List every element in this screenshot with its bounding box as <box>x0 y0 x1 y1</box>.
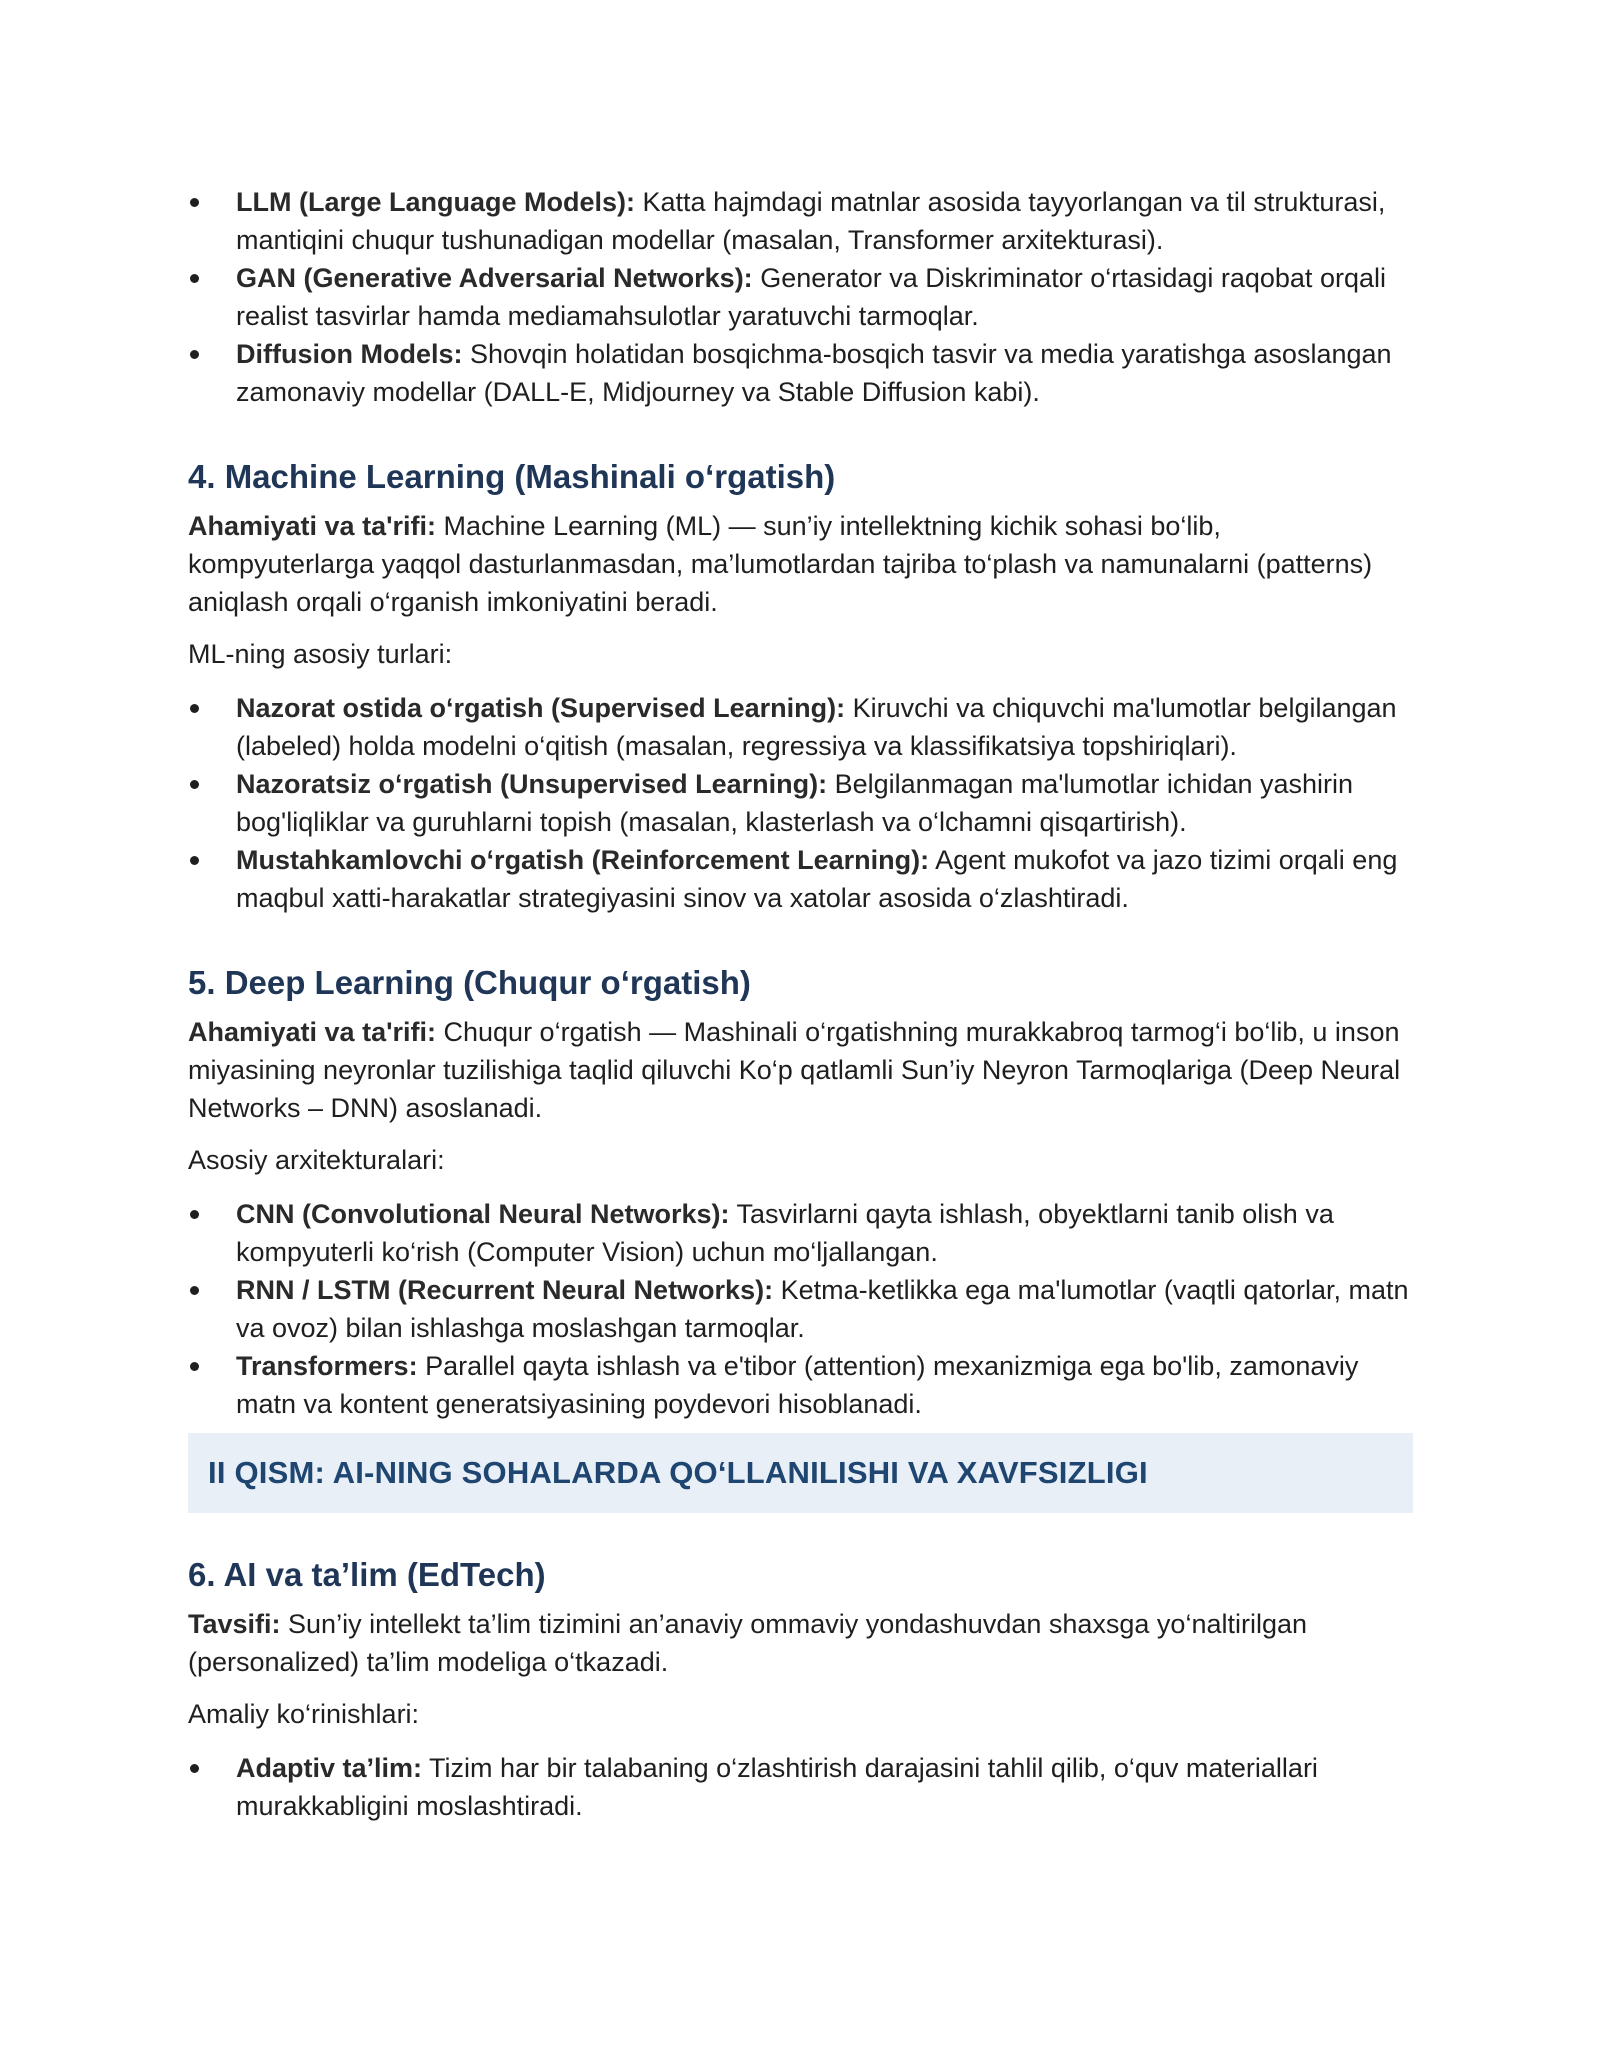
definition-text: Chuqur o‘rgatish — Mashinali o‘rgatishning murakkabroq tarmog‘i bo‘lib, u inson miyasining neyronlar tuzilishiga taqlid qiluvchi Ko‘p qatlamli Sun’iy Neyron Tarmoqlariga (Deep Neural Networks – DNN) asoslanadi. <box>188 1017 1401 1123</box>
list-item-term: Transformers: <box>236 1351 418 1381</box>
definition-text: Machine Learning (ML) — sun’iy intellektning kichik sohasi bo‘lib, kompyuterlarga yaqqol dasturlanmasdan, ma’lumotlardan tajriba to‘plash va namunalarni (patterns) aniqlash orqali o‘rganish imkoniyatini beradi. <box>188 511 1373 617</box>
document-page <box>188 183 1413 1825</box>
list-item <box>188 1195 1413 1271</box>
part-banner <box>188 1433 1413 1513</box>
section-definition <box>188 1013 1413 1127</box>
list-item <box>188 259 1413 335</box>
list-item <box>188 841 1413 917</box>
list-item <box>188 335 1413 411</box>
definition-label: Ahamiyati va ta'rifi: <box>188 1017 436 1047</box>
edtech-list <box>188 1749 1413 1825</box>
definition-text: Sun’iy intellekt ta’lim tizimini an’anaviy ommaviy yondashuvdan shaxsga yo‘naltirilgan (personalized) ta’lim modeliga o‘tkazadi. <box>188 1609 1308 1677</box>
list-item-text: Tasvirlarni qayta ishlash, obyektlarni tanib olish va kompyuterli ko‘rish (Computer Vision) uchun mo‘ljallangan. <box>236 1199 1334 1267</box>
list-item-term: Nazorat ostida o‘rgatish (Supervised Learning): <box>236 693 846 723</box>
list-item-term: Nazoratsiz o‘rgatish (Unsupervised Learning): <box>236 769 828 799</box>
list-item-text: Tizim har bir talabaning o‘zlashtirish darajasini tahlil qilib, o‘quv materiallari murakkabligini moslashtiradi. <box>236 1753 1318 1821</box>
list-intro: Amaliy ko‘rinishlari: <box>188 1699 420 1729</box>
dl-architectures-list <box>188 1195 1413 1423</box>
list-item-text: Kiruvchi va chiquvchi ma'lumotlar belgilangan (labeled) holda modelni o‘qitish (masalan, regressiya va klassifikatsiya topshiriqlari). <box>236 693 1397 761</box>
list-item-text: Belgilanmagan ma'lumotlar ichidan yashirin bog'liqliklar va guruhlarni topish (masalan, klasterlash va o‘lchamni qisqartirish). <box>236 769 1354 837</box>
section-heading-ai-education: 6. AI va ta’lim (EdTech) <box>188 1556 546 1593</box>
list-item-text: Agent mukofot va jazo tizimi orqali eng maqbul xatti-harakatlar strategiyasini sinov va xatolar asosida o‘zlashtiradi. <box>236 845 1398 913</box>
list-item <box>188 689 1413 765</box>
section-heading-deep-learning: 5. Deep Learning (Chuqur o‘rgatish) <box>188 964 751 1001</box>
list-item <box>188 1271 1413 1347</box>
list-item-term: Diffusion Models: <box>236 339 463 369</box>
list-item-term: LLM (Large Language Models): <box>236 187 636 217</box>
list-intro: Asosiy arxitekturalari: <box>188 1145 445 1175</box>
list-item-text: Parallel qayta ishlash va e'tibor (attention) mexanizmiga ega bo'lib, zamonaviy matn va kontent generatsiyasining poydevori hisoblanadi. <box>236 1351 1359 1419</box>
list-item-term: GAN (Generative Adversarial Networks): <box>236 263 753 293</box>
definition-label: Tavsifi: <box>188 1609 281 1639</box>
list-item <box>188 765 1413 841</box>
list-item-term: Mustahkamlovchi o‘rgatish (Reinforcement Learning): <box>236 845 930 875</box>
list-item-text: Ketma-ketlikka ega ma'lumotlar (vaqtli qatorlar, matn va ovoz) bilan ishlashga moslashgan tarmoqlar. <box>236 1275 1409 1343</box>
list-item-text: Katta hajmdagi matnlar asosida tayyorlangan va til strukturasi, mantiqini chuqur tushunadigan modellar (masalan, Transformer arxitekturasi). <box>236 187 1386 255</box>
generative-models-list <box>188 183 1413 411</box>
list-item-text: Shovqin holatidan bosqichma-bosqich tasvir va media yaratishga asoslangan zamonaviy modellar (DALL-E, Midjourney va Stable Diffusion kabi). <box>236 339 1392 407</box>
list-item <box>188 1347 1413 1423</box>
ml-types-list <box>188 689 1413 917</box>
definition-label: Ahamiyati va ta'rifi: <box>188 511 436 541</box>
part-title: II QISM: AI-NING SOHALARDA QO‘LLANILISHI VA XAVFSIZLIGI <box>208 1455 1148 1490</box>
list-item-term: RNN / LSTM (Recurrent Neural Networks): <box>236 1275 774 1305</box>
list-item-term: CNN (Convolutional Neural Networks): <box>236 1199 730 1229</box>
list-item-text: Generator va Diskriminator o‘rtasidagi raqobat orqali realist tasvirlar hamda mediamahsulotlar yaratuvchi tarmoqlar. <box>236 263 1386 331</box>
section-definition <box>188 1605 1413 1681</box>
list-item-term: Adaptiv ta’lim: <box>236 1753 423 1783</box>
list-intro: ML-ning asosiy turlari: <box>188 639 453 669</box>
list-item <box>188 183 1413 259</box>
list-item <box>188 1749 1413 1825</box>
section-definition <box>188 507 1413 621</box>
section-heading-machine-learning: 4. Machine Learning (Mashinali o‘rgatish) <box>188 458 836 495</box>
